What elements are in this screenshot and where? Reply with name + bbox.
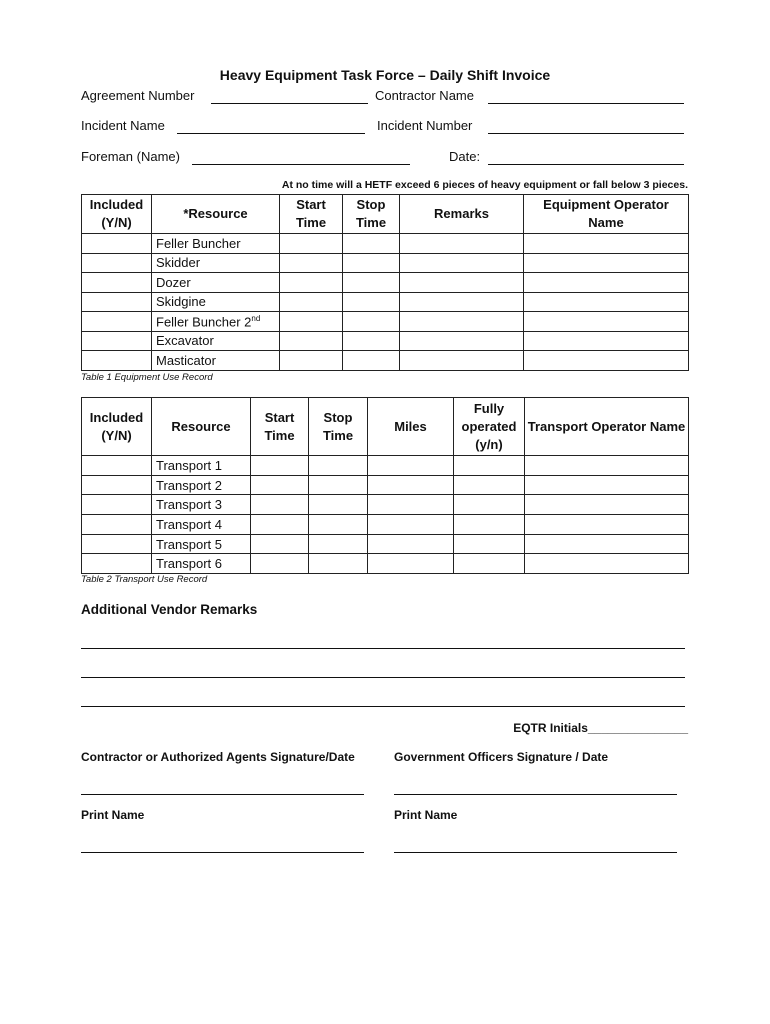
remarks-cell[interactable] [400,351,524,371]
resource-cell: Feller Buncher [152,234,280,254]
stop-time-cell[interactable] [343,312,400,332]
stop-time-cell[interactable] [309,495,368,515]
remarks-cell[interactable] [400,331,524,351]
resource-cell: Masticator [152,351,280,371]
contractor-name-label: Contractor Name [375,88,474,103]
government-signature-label: Government Officers Signature / Date [394,750,609,764]
fully-operated-cell[interactable] [454,554,525,574]
stop-time-cell[interactable] [309,475,368,495]
start-time-cell[interactable] [280,331,343,351]
table-2-caption: Table 2 Transport Use Record [81,574,208,585]
hetf-note: At no time will a HETF exceed 6 pieces of heavy equipment or fall below 3 pieces. [281,179,688,191]
table-row [82,292,689,312]
resource-name: Feller Buncher 2 [156,313,252,329]
transport-use-table [81,397,689,574]
stop-time-cell[interactable] [309,554,368,574]
stop-time-cell[interactable] [343,292,400,312]
fully-operated-header: Fully operated (y/n) [454,398,525,456]
remarks-cell[interactable] [400,273,524,293]
start-time-cell[interactable] [280,234,343,254]
included-header: Included (Y/N) [82,195,152,234]
contractor-signature-line[interactable] [81,794,364,795]
resource-cell: Transport 1 [152,456,251,476]
transport-header-row [82,398,689,456]
remarks-cell[interactable] [400,312,524,332]
resource-cell: Skidgine [152,292,280,312]
agreement-number-label: Agreement Number [81,88,195,103]
resource-cell: Excavator [152,331,280,351]
equipment-use-table [81,194,689,371]
resource-cell: Transport 4 [152,515,251,535]
date-label: Date: [449,149,481,164]
agreement-number-field[interactable] [211,103,368,104]
fully-operated-cell[interactable] [454,515,525,535]
incident-number-field[interactable] [488,133,684,134]
included-cell[interactable] [82,253,152,273]
resource-cell: Transport 5 [152,534,251,554]
table-row [82,475,689,495]
start-time-header: Start Time [280,195,343,234]
remarks-header: Remarks [400,195,524,234]
resource-cell: Transport 2 [152,475,251,495]
incident-number-label: Incident Number [377,118,473,133]
miles-cell[interactable] [368,534,454,554]
operator-name-cell[interactable] [525,534,689,554]
operator-name-cell[interactable] [524,351,689,371]
operator-name-cell[interactable] [525,475,689,495]
resource-cell: Skidder [152,253,280,273]
operator-name-cell[interactable] [524,253,689,273]
contractor-name-field[interactable] [488,103,684,104]
operator-name-cell[interactable] [524,273,689,293]
equipment-header-row [82,195,689,234]
operator-name-header: Equipment Operator Name [524,195,689,234]
start-time-header: Start Time [251,398,309,456]
resource-cell [152,312,280,332]
government-signature-line[interactable] [394,794,677,795]
miles-cell[interactable] [368,554,454,574]
operator-name-cell[interactable] [524,292,689,312]
fully-operated-cell[interactable] [454,495,525,515]
stop-time-cell[interactable] [343,253,400,273]
operator-name-cell[interactable] [525,495,689,515]
start-time-cell[interactable] [280,292,343,312]
operator-name-cell[interactable] [525,515,689,535]
stop-time-cell[interactable] [309,534,368,554]
stop-time-header: Stop Time [343,195,400,234]
miles-cell[interactable] [368,456,454,476]
included-cell[interactable] [82,273,152,293]
start-time-cell[interactable] [251,554,309,574]
included-cell[interactable] [82,351,152,371]
remarks-line[interactable] [81,648,685,649]
stop-time-cell[interactable] [343,234,400,254]
included-cell[interactable] [82,331,152,351]
fully-operated-cell[interactable] [454,475,525,495]
remarks-cell[interactable] [400,253,524,273]
page-title: Heavy Equipment Task Force – Daily Shift Invoice [219,67,551,83]
stop-time-cell[interactable] [309,456,368,476]
stop-time-cell[interactable] [343,351,400,371]
date-field[interactable] [488,164,684,165]
stop-time-header: Stop Time [309,398,368,456]
start-time-cell[interactable] [280,351,343,371]
included-cell[interactable] [82,312,152,332]
included-cell[interactable] [82,515,152,535]
included-cell[interactable] [82,554,152,574]
included-cell[interactable] [82,234,152,254]
print-name-line-right[interactable] [394,852,677,853]
ordinal-suffix: nd [251,313,261,323]
fully-operated-cell[interactable] [454,456,525,476]
included-cell[interactable] [82,475,152,495]
transport-operator-header: Transport Operator Name [525,398,689,456]
start-time-cell[interactable] [251,515,309,535]
resource-cell: Transport 6 [152,554,251,574]
miles-cell[interactable] [368,495,454,515]
additional-remarks-heading: Additional Vendor Remarks [81,602,258,617]
included-cell[interactable] [82,534,152,554]
incident-name-field[interactable] [177,133,365,134]
table-row [82,273,689,293]
operator-name-cell[interactable] [524,331,689,351]
resource-cell: Transport 3 [152,495,251,515]
eqtr-initials: EQTR Initials_______________ [513,721,688,735]
print-name-line-left[interactable] [81,852,364,853]
stop-time-cell[interactable] [309,515,368,535]
table-1-caption: Table 1 Equipment Use Record [81,372,213,383]
table-row [82,534,689,554]
operator-name-cell[interactable] [524,312,689,332]
remarks-line[interactable] [81,706,685,707]
table-row [82,312,689,332]
incident-name-label: Incident Name [81,118,165,133]
table-row [82,554,689,574]
start-time-cell[interactable] [280,253,343,273]
miles-header: Miles [368,398,454,456]
included-header: Included (Y/N) [82,398,152,456]
foreman-label: Foreman (Name) [81,149,180,164]
remarks-cell[interactable] [400,292,524,312]
table-row [82,331,689,351]
start-time-cell[interactable] [280,312,343,332]
start-time-cell[interactable] [251,456,309,476]
remarks-cell[interactable] [400,234,524,254]
operator-name-cell[interactable] [525,554,689,574]
miles-cell[interactable] [368,515,454,535]
miles-cell[interactable] [368,475,454,495]
resource-header: *Resource [152,195,280,234]
operator-name-cell[interactable] [524,234,689,254]
print-name-label-left: Print Name [81,808,145,822]
resource-cell: Dozer [152,273,280,293]
table-row [82,234,689,254]
start-time-cell[interactable] [251,475,309,495]
fully-operated-cell[interactable] [454,534,525,554]
table-row [82,253,689,273]
operator-name-cell[interactable] [525,456,689,476]
included-cell[interactable] [82,495,152,515]
contractor-signature-label: Contractor or Authorized Agents Signature/Date [81,750,355,764]
table-row [82,515,689,535]
remarks-line[interactable] [81,677,685,678]
table-row [82,351,689,371]
table-row [82,495,689,515]
print-name-label-right: Print Name [394,808,458,822]
start-time-cell[interactable] [251,495,309,515]
included-cell[interactable] [82,456,152,476]
foreman-field[interactable] [192,164,410,165]
start-time-cell[interactable] [280,273,343,293]
included-cell[interactable] [82,292,152,312]
start-time-cell[interactable] [251,534,309,554]
stop-time-cell[interactable] [343,273,400,293]
stop-time-cell[interactable] [343,331,400,351]
resource-header: Resource [152,398,251,456]
table-row [82,456,689,476]
